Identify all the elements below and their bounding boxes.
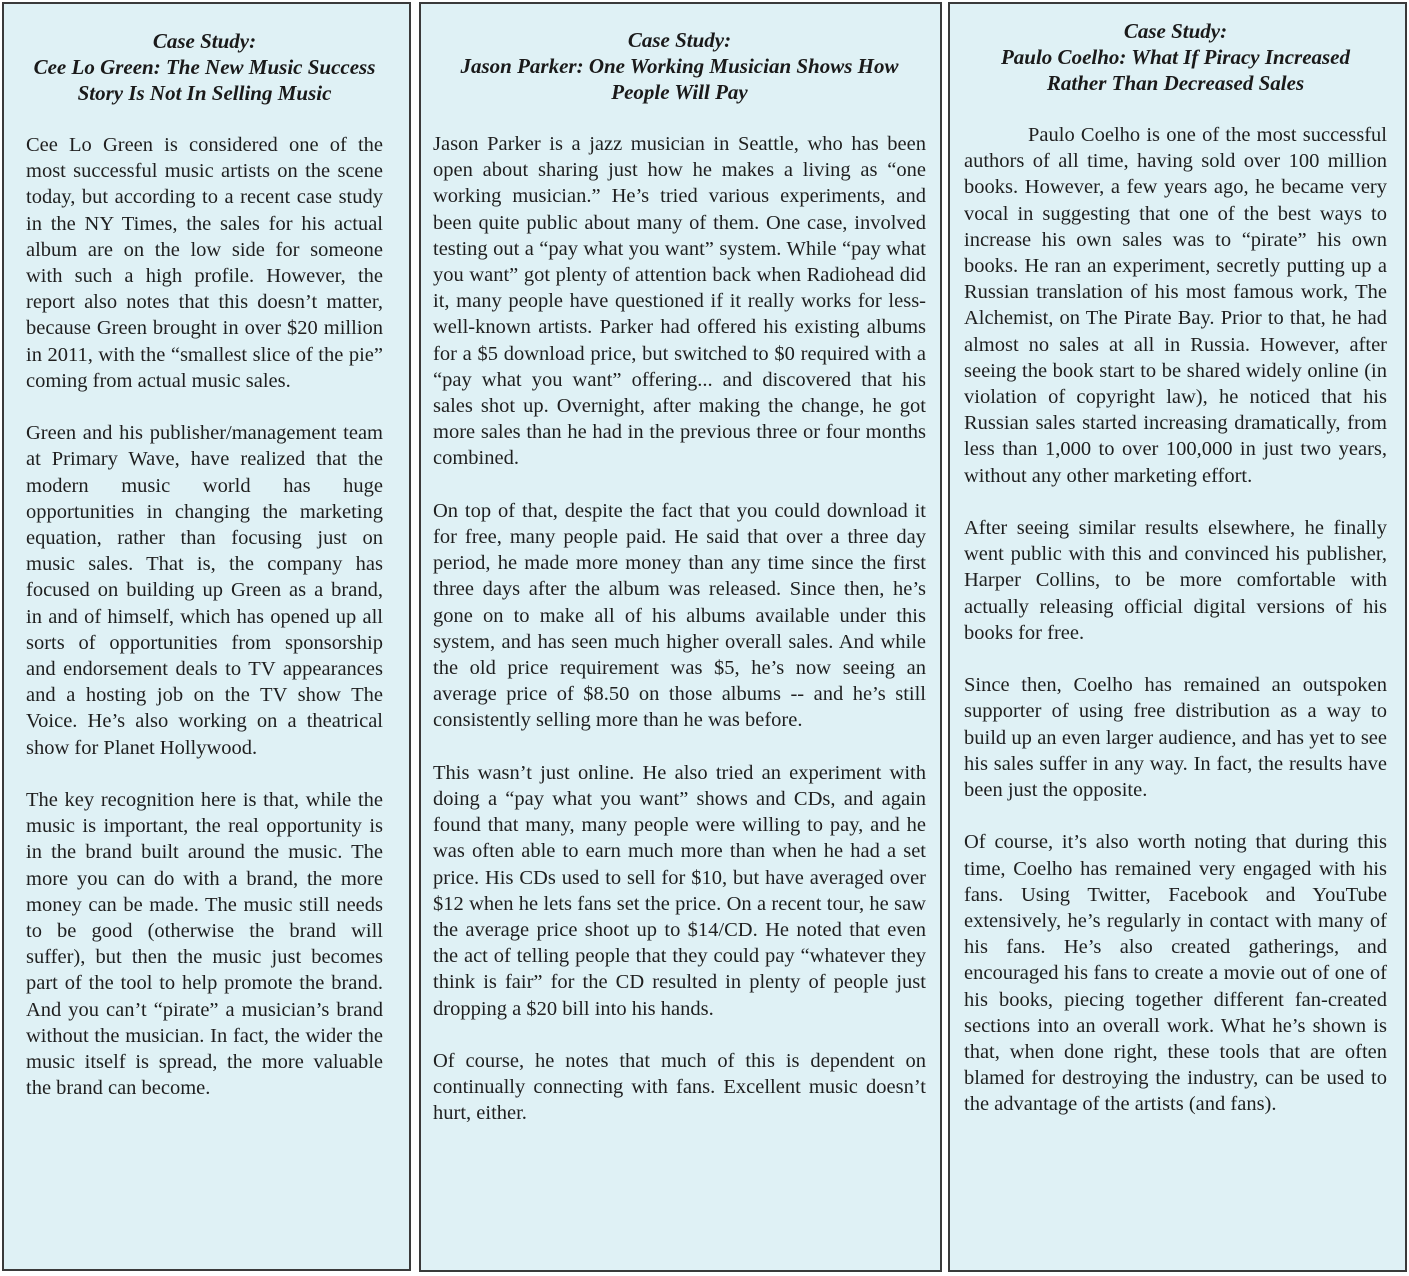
- case-study-label: Case Study:: [1123, 19, 1228, 43]
- paragraph: The key recognition here is that, while the music is important, the real opportunity is in the brand built around the music. The more you can do with a brand, the more money can be made. The music still needs to be good (otherwise the brand will suffer), but then the music just becomes part of the tool to help promote the brand. And you can’t “pirate” a musician’s brand without the musician. In fact, the wider the music itself is spread, the more valuable the brand can become.: [26, 789, 383, 1100]
- paragraph: Since then, Coelho has remained an outspoken supporter of using free distribution as a way to build up an even larger audience, and has yet to see his sales suffer in any way. In fact, the results have been just the opposite.: [964, 674, 1387, 802]
- case-study-panel-paulo-coelho: [948, 2, 1407, 1272]
- case-study-panel-cee-lo-green: [2, 2, 411, 1271]
- case-study-label: Case Study:: [152, 29, 257, 53]
- case-study-body: [26, 132, 383, 1101]
- case-study-title-line-1: Paulo Coelho: What If Piracy Increased: [1000, 45, 1351, 69]
- case-study-body: [433, 131, 926, 1127]
- case-study-title-line-2: Story Is Not In Selling Music: [77, 81, 332, 105]
- paragraph: Of course, he notes that much of this is dependent on continually connecting with fans. Excellent music doesn’t hurt, either.: [433, 1050, 926, 1125]
- case-study-header: [26, 28, 383, 106]
- paragraph: After seeing similar results elsewhere, he finally went public with this and convinced his publisher, Harper Collins, to be more comfortable with actually releasing official digital versions of his books for free.: [964, 517, 1387, 644]
- case-study-label: Case Study:: [627, 28, 732, 52]
- case-study-title-line-2: Rather Than Decreased Sales: [1046, 71, 1305, 95]
- case-study-title-line-1: Cee Lo Green: The New Music Success: [33, 55, 376, 79]
- case-study-body: [964, 122, 1387, 1118]
- case-study-title-line-1: Jason Parker: One Working Musician Shows How: [460, 54, 899, 78]
- case-study-title-line-2: People Will Pay: [611, 80, 748, 104]
- case-study-header: [433, 27, 926, 105]
- paragraph: Of course, it’s also worth noting that during this time, Coelho has remained very engaged with his fans. Using Twitter, Facebook and YouTube extensively, he’s regularly in contact with many of his fans. He’s also created gatherings, and encouraged his fans to create a movie out of one of his books, piecing together different fan-created sections into an overall work. What he’s shown is that, when done right, these tools that are often blamed for destroying the industry, can be used to the advantage of the artists (and fans).: [964, 831, 1387, 1116]
- case-study-panel-jason-parker: [419, 2, 942, 1272]
- paragraph: On top of that, despite the fact that you could download it for free, many people paid. He said that over a three day period, he made more money than any time since the first three days after the album was released. Since then, he’s gone on to make all of his albums available under this system, and has seen much higher overall sales. And while the old price requirement was $5, he’s now seeing an average price of $8.50 on those albums -- and he’s still consistently selling more than he was before.: [433, 499, 926, 732]
- paragraph: This wasn’t just online. He also tried an experiment with doing a “pay what you want” shows and CDs, and again found that many, many people were willing to pay, and he was often able to earn much more than when he had a set price. His CDs used to sell for $10, but have averaged over $12 when he lets fans set the price. On a recent tour, he saw the average price shoot up to $14/CD. He noted that even the act of telling people that they could pay “whatever they think is fair” for the CD resulted in plenty of people just dropping a $20 bill into his hands.: [433, 761, 926, 1020]
- paragraph: Paulo Coelho is one of the most successful authors of all time, having sold over 100 million books. However, a few years ago, he became very vocal in suggesting that one of the best ways to increase his own sales was to “pirate” his own books. He ran an experiment, secretly putting up a Russian translation of his most famous work, The Alchemist, on The Pirate Bay. Prior to that, he had almost no sales at all in Russia. However, after seeing the book start to be shared widely online (in violation of copyright law), he noticed that his Russian sales started increasing dramatically, from less than 1,000 to over 100,000 in just two years, without any other marketing effort.: [964, 124, 1387, 487]
- case-study-header: [964, 18, 1387, 96]
- paragraph: Cee Lo Green is considered one of the most successful music artists on the scene today, but according to a recent case study in the NY Times, the sales for his actual album are on the low side for someone with such a high profile. However, the report also notes that this doesn’t matter, because Green brought in over $20 million in 2011, with the “smallest slice of the pie” coming from actual music sales.: [26, 134, 383, 392]
- paragraph: Jason Parker is a jazz musician in Seattle, who has been open about sharing just how he makes a living as “one working musician.” He’s tried various experiments, and been quite public about many of them. One case, involved testing out a “pay what you want” system. While “pay what you want” got plenty of attention back when Radiohead did it, many people have questioned if it really works for less-well-known artists. Parker had offered his existing albums for a $5 download price, but switched to $0 required with a “pay what you want” offering... and discovered that his sales shot up. Overnight, after making the change, he got more sales than he had in the previous three or four months combined.: [433, 133, 926, 470]
- paragraph: Green and his publisher/management team at Primary Wave, have realized that the modern music world has huge opportunities in changing the marketing equation, rather than focusing just on music sales. That is, the company has focused on building up Green as a brand, in and of himself, which has opened up all sorts of opportunities from sponsorship and endorsement deals to TV appearances and a hosting job on the TV show The Voice. He’s also working on a theatrical show for Planet Hollywood.: [26, 422, 383, 759]
